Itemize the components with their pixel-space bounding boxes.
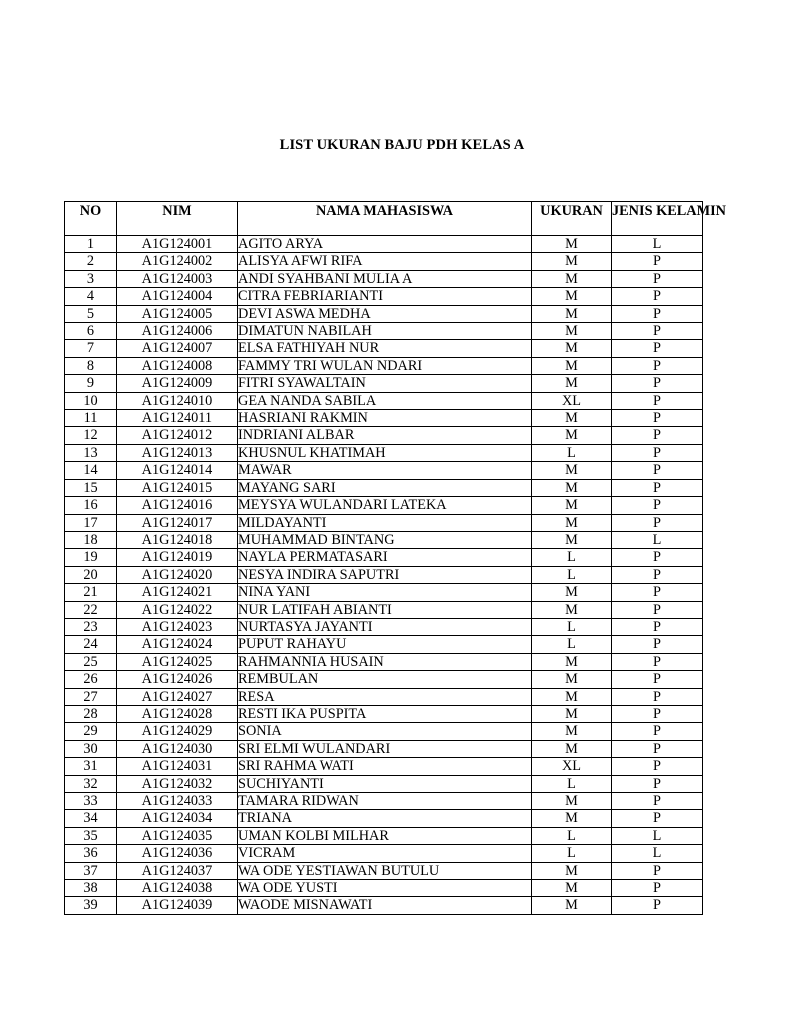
cell-no: 36: [65, 845, 117, 862]
header-nama-mahasiswa: NAMA MAHASISWA: [238, 202, 532, 236]
cell-nim: A1G124022: [117, 601, 238, 618]
cell-jenis-kelamin: P: [612, 566, 703, 583]
cell-ukuran: M: [532, 705, 612, 722]
cell-no: 13: [65, 444, 117, 461]
table-row: [65, 723, 703, 740]
cell-no: 30: [65, 740, 117, 757]
cell-nim: A1G124015: [117, 479, 238, 496]
cell-nama-mahasiswa: NAYLA PERMATASARI: [238, 549, 532, 566]
cell-jenis-kelamin: P: [612, 340, 703, 357]
table-row: [65, 793, 703, 810]
cell-nama-mahasiswa: TRIANA: [238, 810, 532, 827]
cell-ukuran: M: [532, 688, 612, 705]
cell-jenis-kelamin: P: [612, 479, 703, 496]
cell-jenis-kelamin: P: [612, 758, 703, 775]
cell-ukuran: M: [532, 880, 612, 897]
header-no: NO: [65, 202, 117, 236]
cell-nama-mahasiswa: ANDI SYAHBANI MULIA A: [238, 270, 532, 287]
cell-nama-mahasiswa: MUHAMMAD BINTANG: [238, 531, 532, 548]
cell-nim: A1G124018: [117, 531, 238, 548]
cell-nama-mahasiswa: AGITO ARYA: [238, 236, 532, 253]
cell-no: 23: [65, 618, 117, 635]
cell-jenis-kelamin: P: [612, 270, 703, 287]
cell-no: 14: [65, 462, 117, 479]
cell-no: 28: [65, 705, 117, 722]
cell-nim: A1G124024: [117, 636, 238, 653]
cell-no: 20: [65, 566, 117, 583]
cell-nama-mahasiswa: UMAN KOLBI MILHAR: [238, 827, 532, 844]
table-row: [65, 444, 703, 461]
cell-ukuran: L: [532, 636, 612, 653]
cell-ukuran: M: [532, 410, 612, 427]
table-row: [65, 410, 703, 427]
cell-nim: A1G124010: [117, 392, 238, 409]
cell-nim: A1G124038: [117, 880, 238, 897]
cell-jenis-kelamin: P: [612, 688, 703, 705]
cell-jenis-kelamin: P: [612, 410, 703, 427]
table-row: [65, 270, 703, 287]
cell-nim: A1G124020: [117, 566, 238, 583]
student-size-table: [64, 201, 726, 915]
cell-jenis-kelamin: P: [612, 793, 703, 810]
table-row: [65, 462, 703, 479]
table-row: [65, 236, 703, 253]
cell-jenis-kelamin: P: [612, 427, 703, 444]
table-row: [65, 288, 703, 305]
cell-ukuran: M: [532, 462, 612, 479]
cell-nim: A1G124008: [117, 357, 238, 374]
cell-nim: A1G124037: [117, 862, 238, 879]
cell-nama-mahasiswa: WA ODE YUSTI: [238, 880, 532, 897]
cell-nama-mahasiswa: NUR LATIFAH ABIANTI: [238, 601, 532, 618]
cell-nama-mahasiswa: NINA YANI: [238, 584, 532, 601]
cell-ukuran: M: [532, 236, 612, 253]
table-row: [65, 253, 703, 270]
cell-nim: A1G124039: [117, 897, 238, 914]
cell-nim: A1G124027: [117, 688, 238, 705]
cell-nama-mahasiswa: MAYANG SARI: [238, 479, 532, 496]
cell-no: 18: [65, 531, 117, 548]
cell-nim: A1G124012: [117, 427, 238, 444]
cell-nama-mahasiswa: INDRIANI ALBAR: [238, 427, 532, 444]
cell-ukuran: M: [532, 253, 612, 270]
cell-jenis-kelamin: P: [612, 723, 703, 740]
table-row: [65, 340, 703, 357]
table-row: [65, 392, 703, 409]
cell-nama-mahasiswa: ELSA FATHIYAH NUR: [238, 340, 532, 357]
cell-nim: A1G124001: [117, 236, 238, 253]
table-row: [65, 862, 703, 879]
cell-nim: A1G124011: [117, 410, 238, 427]
cell-jenis-kelamin: P: [612, 705, 703, 722]
cell-no: 4: [65, 288, 117, 305]
table-row: [65, 427, 703, 444]
cell-no: 29: [65, 723, 117, 740]
cell-ukuran: L: [532, 827, 612, 844]
cell-nama-mahasiswa: MILDAYANTI: [238, 514, 532, 531]
cell-ukuran: M: [532, 340, 612, 357]
cell-no: 9: [65, 375, 117, 392]
table-row: [65, 618, 703, 635]
cell-nim: A1G124031: [117, 758, 238, 775]
cell-nim: A1G124033: [117, 793, 238, 810]
cell-nim: A1G124009: [117, 375, 238, 392]
cell-no: 2: [65, 253, 117, 270]
cell-no: 6: [65, 323, 117, 340]
cell-no: 32: [65, 775, 117, 792]
cell-nim: A1G124005: [117, 305, 238, 322]
cell-nim: A1G124014: [117, 462, 238, 479]
cell-ukuran: M: [532, 288, 612, 305]
cell-ukuran: M: [532, 601, 612, 618]
cell-nama-mahasiswa: ALISYA AFWI RIFA: [238, 253, 532, 270]
cell-no: 31: [65, 758, 117, 775]
cell-nim: A1G124003: [117, 270, 238, 287]
cell-jenis-kelamin: P: [612, 375, 703, 392]
table-row: [65, 479, 703, 496]
cell-nim: A1G124026: [117, 671, 238, 688]
cell-nama-mahasiswa: SRI ELMI WULANDARI: [238, 740, 532, 757]
cell-jenis-kelamin: P: [612, 305, 703, 322]
cell-jenis-kelamin: P: [612, 253, 703, 270]
cell-jenis-kelamin: P: [612, 444, 703, 461]
cell-nim: A1G124006: [117, 323, 238, 340]
cell-jenis-kelamin: P: [612, 392, 703, 409]
cell-nama-mahasiswa: FITRI SYAWALTAIN: [238, 375, 532, 392]
cell-no: 1: [65, 236, 117, 253]
cell-nama-mahasiswa: SONIA: [238, 723, 532, 740]
cell-nama-mahasiswa: WAODE MISNAWATI: [238, 897, 532, 914]
cell-nim: A1G124025: [117, 653, 238, 670]
cell-nim: A1G124036: [117, 845, 238, 862]
cell-nim: A1G124035: [117, 827, 238, 844]
cell-nim: A1G124030: [117, 740, 238, 757]
table-row: [65, 688, 703, 705]
cell-no: 33: [65, 793, 117, 810]
cell-ukuran: M: [532, 323, 612, 340]
cell-nim: A1G124007: [117, 340, 238, 357]
cell-jenis-kelamin: P: [612, 601, 703, 618]
cell-jenis-kelamin: P: [612, 497, 703, 514]
cell-nim: A1G124029: [117, 723, 238, 740]
table-row: [65, 810, 703, 827]
cell-jenis-kelamin: P: [612, 810, 703, 827]
cell-ukuran: M: [532, 862, 612, 879]
cell-ukuran: L: [532, 618, 612, 635]
cell-jenis-kelamin: P: [612, 288, 703, 305]
cell-nim: A1G124016: [117, 497, 238, 514]
cell-nama-mahasiswa: NURTASYA JAYANTI: [238, 618, 532, 635]
header-nim: NIM: [117, 202, 238, 236]
cell-nama-mahasiswa: REMBULAN: [238, 671, 532, 688]
cell-no: 12: [65, 427, 117, 444]
cell-ukuran: M: [532, 514, 612, 531]
cell-no: 34: [65, 810, 117, 827]
cell-no: 24: [65, 636, 117, 653]
cell-ukuran: L: [532, 566, 612, 583]
cell-nama-mahasiswa: RESA: [238, 688, 532, 705]
cell-ukuran: XL: [532, 758, 612, 775]
cell-no: 22: [65, 601, 117, 618]
cell-nama-mahasiswa: NESYA INDIRA SAPUTRI: [238, 566, 532, 583]
cell-no: 35: [65, 827, 117, 844]
cell-jenis-kelamin: P: [612, 462, 703, 479]
cell-ukuran: L: [532, 444, 612, 461]
table-row: [65, 897, 703, 914]
cell-nim: A1G124034: [117, 810, 238, 827]
cell-ukuran: M: [532, 653, 612, 670]
cell-no: 10: [65, 392, 117, 409]
cell-ukuran: L: [532, 845, 612, 862]
cell-nama-mahasiswa: MEYSYA WULANDARI LATEKA: [238, 497, 532, 514]
cell-jenis-kelamin: L: [612, 236, 703, 253]
table-row: [65, 705, 703, 722]
cell-ukuran: M: [532, 305, 612, 322]
cell-ukuran: L: [532, 549, 612, 566]
cell-jenis-kelamin: P: [612, 636, 703, 653]
cell-nama-mahasiswa: GEA NANDA SABILA: [238, 392, 532, 409]
cell-nama-mahasiswa: VICRAM: [238, 845, 532, 862]
cell-no: 7: [65, 340, 117, 357]
table-header-row: [65, 202, 703, 236]
cell-nama-mahasiswa: PUPUT RAHAYU: [238, 636, 532, 653]
cell-nama-mahasiswa: MAWAR: [238, 462, 532, 479]
table-row: [65, 775, 703, 792]
table-body: [65, 236, 703, 915]
cell-no: 25: [65, 653, 117, 670]
cell-ukuran: M: [532, 357, 612, 374]
cell-jenis-kelamin: L: [612, 531, 703, 548]
document-title: LIST UKURAN BAJU PDH KELAS A: [279, 137, 525, 153]
cell-ukuran: M: [532, 427, 612, 444]
table-row: [65, 740, 703, 757]
cell-ukuran: M: [532, 531, 612, 548]
cell-jenis-kelamin: P: [612, 618, 703, 635]
cell-ukuran: M: [532, 497, 612, 514]
cell-nim: A1G124017: [117, 514, 238, 531]
cell-no: 15: [65, 479, 117, 496]
cell-no: 37: [65, 862, 117, 879]
cell-no: 27: [65, 688, 117, 705]
cell-nim: A1G124002: [117, 253, 238, 270]
cell-no: 26: [65, 671, 117, 688]
cell-jenis-kelamin: P: [612, 549, 703, 566]
table-row: [65, 497, 703, 514]
cell-no: 3: [65, 270, 117, 287]
table-row: [65, 636, 703, 653]
cell-ukuran: M: [532, 897, 612, 914]
cell-ukuran: M: [532, 671, 612, 688]
cell-nama-mahasiswa: RAHMANNIA HUSAIN: [238, 653, 532, 670]
cell-ukuran: M: [532, 723, 612, 740]
cell-jenis-kelamin: P: [612, 584, 703, 601]
cell-no: 38: [65, 880, 117, 897]
table-row: [65, 566, 703, 583]
cell-ukuran: XL: [532, 392, 612, 409]
cell-no: 17: [65, 514, 117, 531]
cell-jenis-kelamin: P: [612, 514, 703, 531]
cell-nim: A1G124023: [117, 618, 238, 635]
cell-nama-mahasiswa: TAMARA RIDWAN: [238, 793, 532, 810]
cell-nama-mahasiswa: SRI RAHMA WATI: [238, 758, 532, 775]
table-row: [65, 845, 703, 862]
cell-ukuran: M: [532, 740, 612, 757]
cell-jenis-kelamin: L: [612, 827, 703, 844]
table-row: [65, 549, 703, 566]
table-row: [65, 758, 703, 775]
table-row: [65, 601, 703, 618]
cell-nama-mahasiswa: HASRIANI RAKMIN: [238, 410, 532, 427]
cell-nama-mahasiswa: DIMATUN NABILAH: [238, 323, 532, 340]
cell-nama-mahasiswa: KHUSNUL KHATIMAH: [238, 444, 532, 461]
cell-no: 11: [65, 410, 117, 427]
cell-ukuran: M: [532, 270, 612, 287]
cell-nama-mahasiswa: FAMMY TRI WULAN NDARI: [238, 357, 532, 374]
cell-ukuran: M: [532, 793, 612, 810]
table-row: [65, 653, 703, 670]
cell-ukuran: M: [532, 479, 612, 496]
cell-nim: A1G124004: [117, 288, 238, 305]
cell-no: 16: [65, 497, 117, 514]
table-row: [65, 357, 703, 374]
cell-jenis-kelamin: P: [612, 357, 703, 374]
table-row: [65, 584, 703, 601]
cell-nim: A1G124021: [117, 584, 238, 601]
cell-no: 8: [65, 357, 117, 374]
header-ukuran: UKURAN: [532, 202, 612, 236]
cell-no: 5: [65, 305, 117, 322]
table-row: [65, 671, 703, 688]
cell-ukuran: L: [532, 775, 612, 792]
cell-nama-mahasiswa: SUCHIYANTI: [238, 775, 532, 792]
cell-no: 39: [65, 897, 117, 914]
cell-nim: A1G124028: [117, 705, 238, 722]
cell-no: 21: [65, 584, 117, 601]
cell-jenis-kelamin: P: [612, 653, 703, 670]
cell-jenis-kelamin: P: [612, 775, 703, 792]
table-row: [65, 531, 703, 548]
cell-nama-mahasiswa: DEVI ASWA MEDHA: [238, 305, 532, 322]
cell-jenis-kelamin: L: [612, 845, 703, 862]
cell-nim: A1G124013: [117, 444, 238, 461]
cell-jenis-kelamin: P: [612, 740, 703, 757]
cell-nim: A1G124032: [117, 775, 238, 792]
cell-ukuran: M: [532, 375, 612, 392]
cell-jenis-kelamin: P: [612, 671, 703, 688]
cell-jenis-kelamin: P: [612, 862, 703, 879]
table-row: [65, 827, 703, 844]
cell-ukuran: M: [532, 584, 612, 601]
cell-nama-mahasiswa: CITRA FEBRIARIANTI: [238, 288, 532, 305]
cell-ukuran: M: [532, 810, 612, 827]
cell-jenis-kelamin: P: [612, 880, 703, 897]
table-row: [65, 323, 703, 340]
cell-nama-mahasiswa: WA ODE YESTIAWAN BUTULU: [238, 862, 532, 879]
cell-jenis-kelamin: P: [612, 897, 703, 914]
cell-nama-mahasiswa: RESTI IKA PUSPITA: [238, 705, 532, 722]
table-row: [65, 305, 703, 322]
cell-jenis-kelamin: P: [612, 323, 703, 340]
cell-no: 19: [65, 549, 117, 566]
cell-nim: A1G124019: [117, 549, 238, 566]
table-row: [65, 880, 703, 897]
header-jenis-kelamin: JENIS KELAMIN: [612, 202, 703, 236]
table-row: [65, 375, 703, 392]
table-row: [65, 514, 703, 531]
